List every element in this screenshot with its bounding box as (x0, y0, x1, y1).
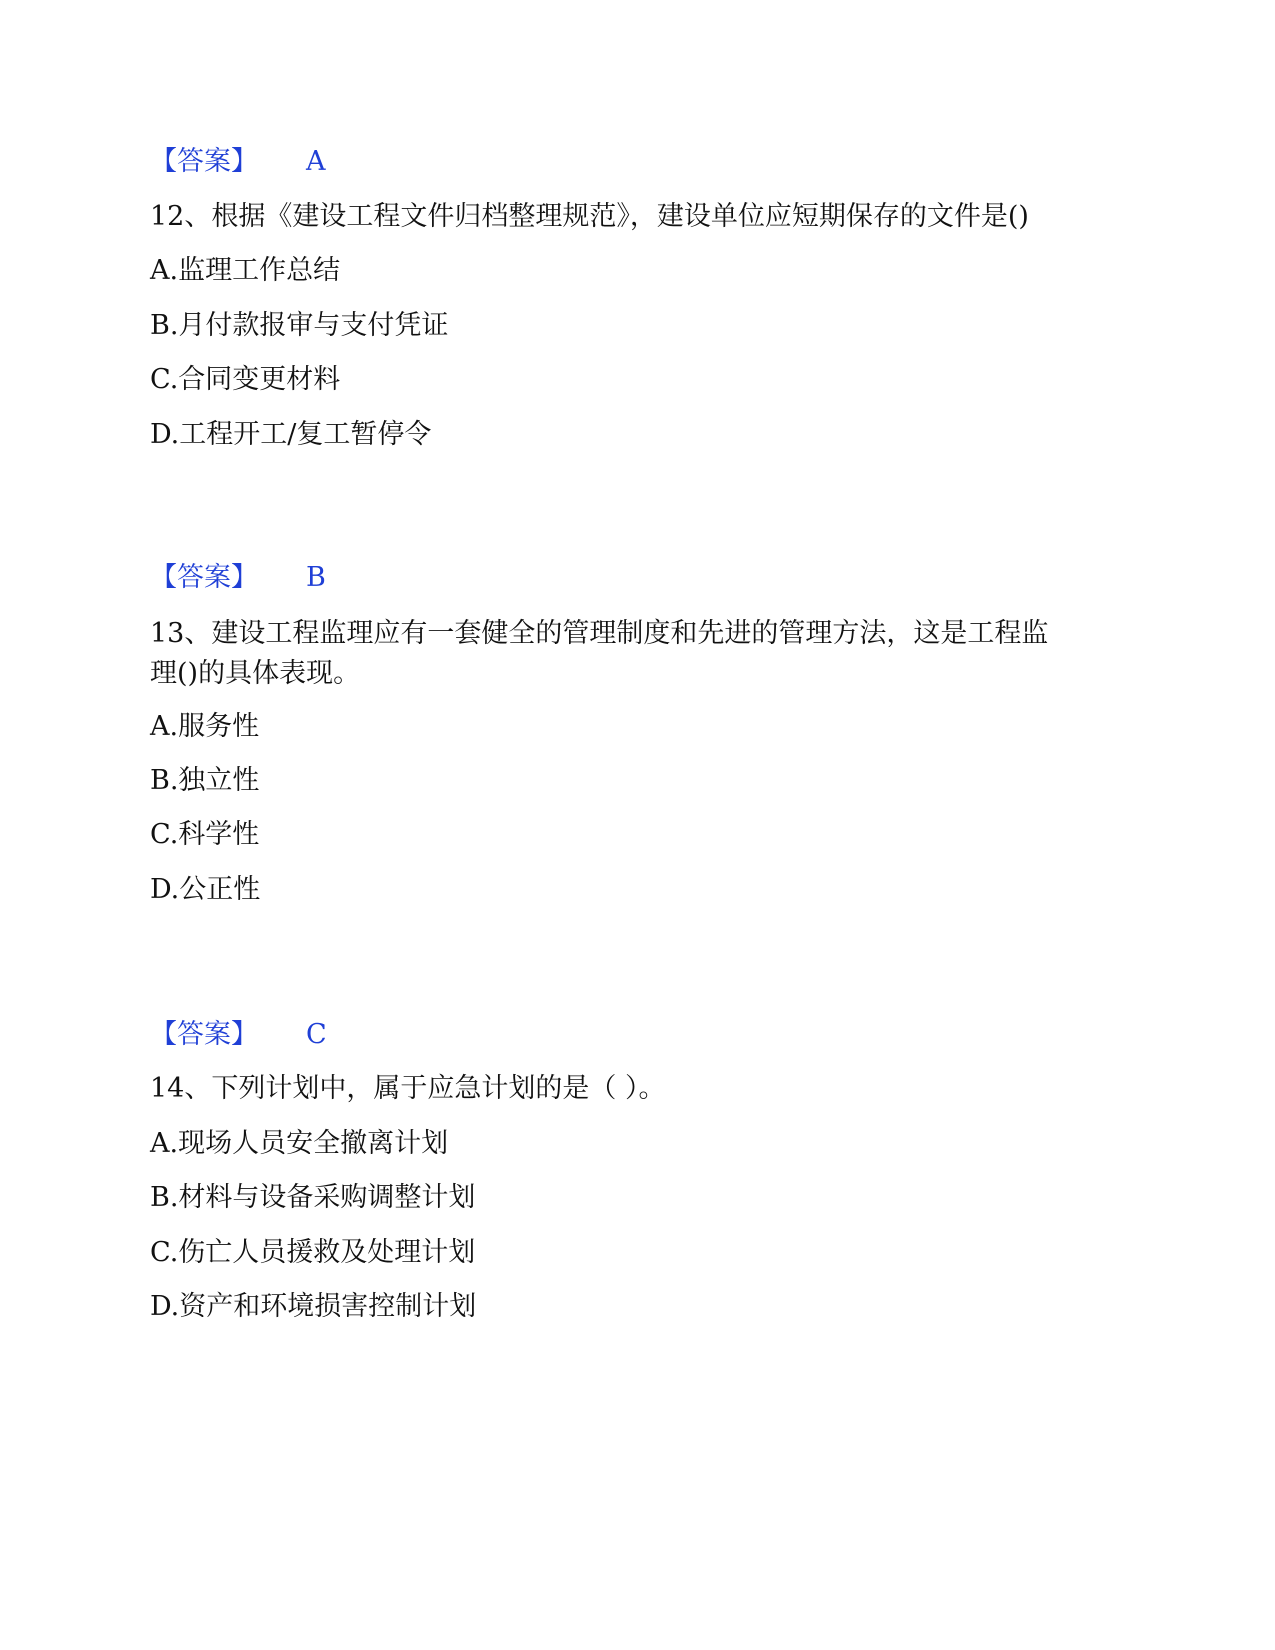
question-text-line2: 理()的具体表现。 (150, 658, 361, 689)
question-text: 14、下列计划中，属于应急计划的是（ ）。 (150, 1073, 666, 1104)
answer-label: 【答案】 (150, 1019, 258, 1050)
question-text: 12、根据《建设工程文件归档整理规范》，建设单位应短期保存的文件是() (150, 201, 1029, 232)
option-a: A.现场人员安全撤离计划 (150, 1128, 449, 1159)
option-c: C.伤亡人员援救及处理计划 (150, 1237, 476, 1268)
option-d: D.工程开工/复工暂停令 (150, 419, 432, 450)
option-b: B.月付款报审与支付凭证 (150, 310, 449, 341)
option-c: C.合同变更材料 (150, 364, 341, 395)
answer-value: C (306, 1019, 327, 1050)
option-a: A.监理工作总结 (150, 255, 341, 286)
option-b: B.材料与设备采购调整计划 (150, 1182, 476, 1213)
answer-line (150, 558, 326, 598)
question-text-line1: 13、建设工程监理应有一套健全的管理制度和先进的管理方法，这是工程监 (150, 618, 1049, 649)
answer-line (150, 142, 326, 182)
answer-label: 【答案】 (150, 146, 258, 177)
answer-value: B (306, 562, 326, 593)
option-d: D.资产和环境损害控制计划 (150, 1291, 477, 1322)
answer-label: 【答案】 (150, 562, 258, 593)
option-a: A.服务性 (150, 711, 260, 742)
option-c: C.科学性 (150, 819, 260, 850)
answer-value: A (306, 146, 326, 177)
answer-line (150, 1015, 327, 1055)
option-b: B.独立性 (150, 765, 260, 796)
option-d: D.公正性 (150, 874, 261, 905)
